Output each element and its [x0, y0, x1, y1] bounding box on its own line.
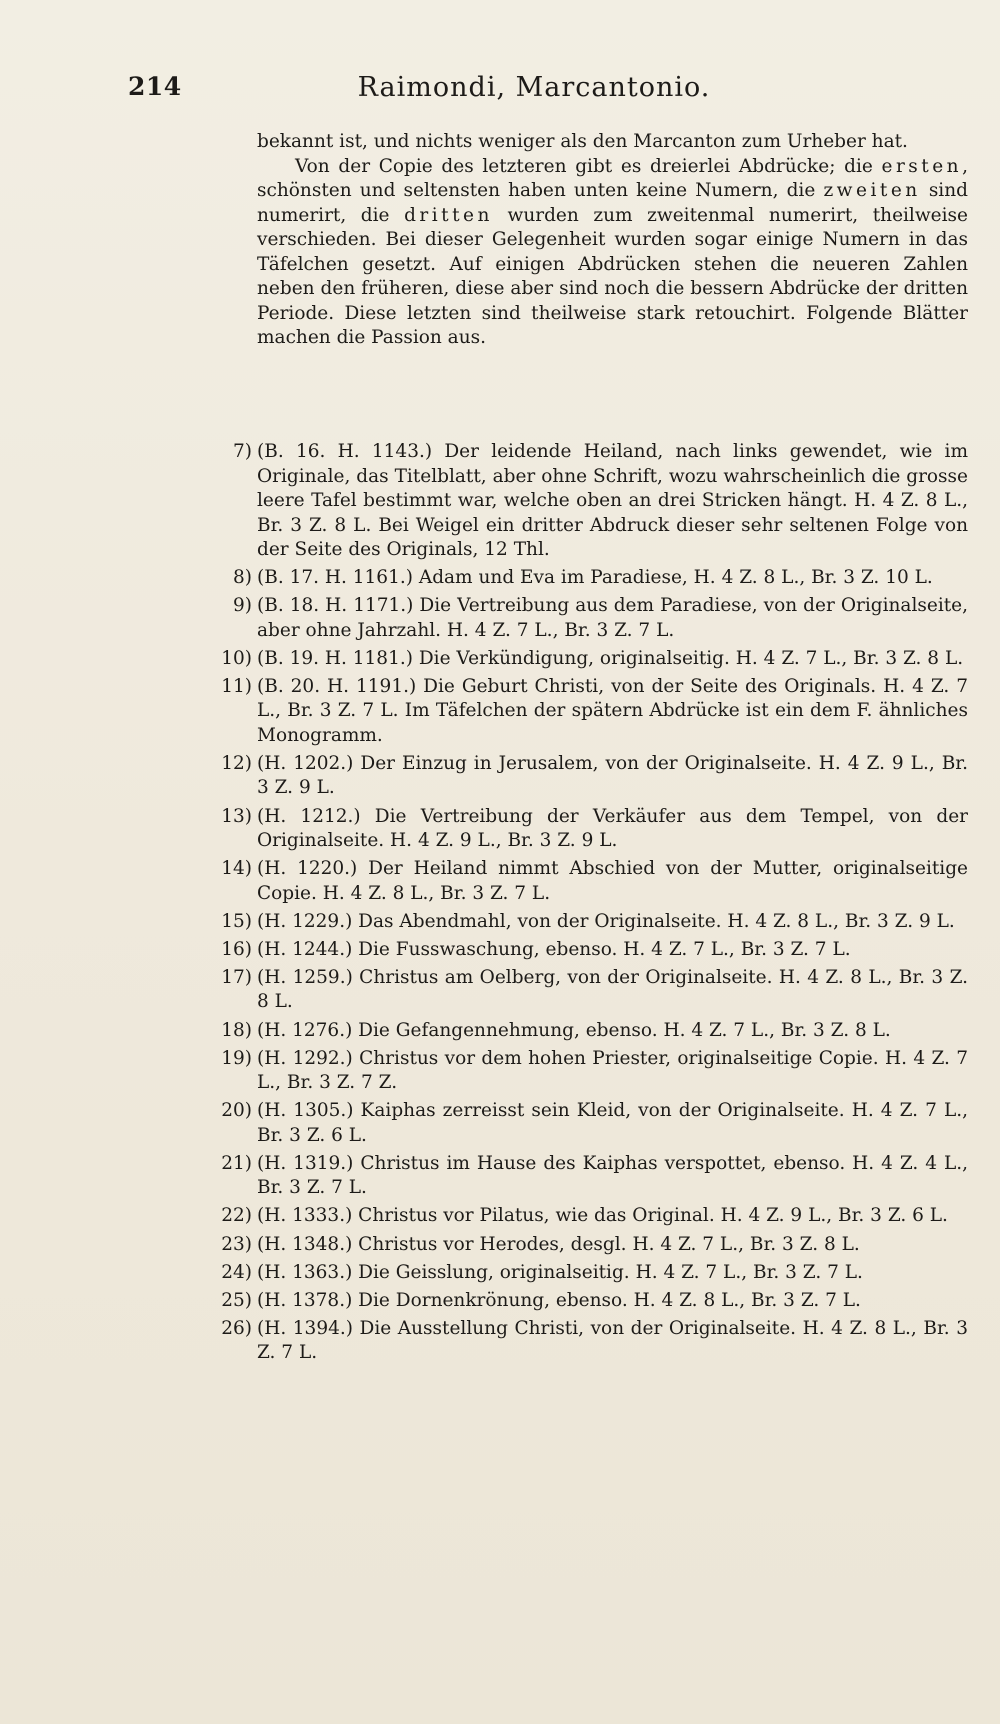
entry-number: 11)	[221, 675, 252, 697]
page-header	[128, 72, 900, 112]
catalog-entry	[200, 805, 968, 854]
entry-text: (H. 1292.) Christus vor dem hohen Priester, originalseitige Copie. H. 4 Z. 7 L., Br. 3 Z. 7 Z.	[257, 1047, 968, 1094]
entry-text: (H. 1244.) Die Fusswaschung, ebenso. H. 4 Z. 7 L., Br. 3 Z. 7 L.	[257, 938, 851, 960]
emphasized-word: ersten	[881, 155, 963, 177]
catalog-entry	[200, 647, 968, 672]
entry-number: 24)	[221, 1261, 252, 1283]
entry-text: (H. 1220.) Der Heiland nimmt Abschied von der Mutter, originalseitige Copie. H. 4 Z. 8 L., Br. 3 Z. 7 L.	[257, 858, 968, 904]
entry-text: (H. 1276.) Die Gefangennehmung, ebenso. H. 4 Z. 7 L., Br. 3 Z. 8 L.	[257, 1019, 891, 1041]
entry-text: (H. 1202.) Der Einzug in Jerusalem, von der Originalseite. H. 4 Z. 9 L., Br. 3 Z. 9 L.	[257, 752, 968, 799]
catalog-entry	[200, 1099, 968, 1148]
entry-number: 12)	[221, 752, 252, 774]
catalog-entry	[200, 857, 968, 906]
catalog-entry	[200, 1152, 968, 1201]
catalog-entry	[200, 594, 968, 643]
entry-number: 13)	[221, 805, 252, 827]
emphasized-word: dritten	[404, 204, 493, 226]
entry-text: (H. 1363.) Die Geisslung, originalseitig. H. 4 Z. 7 L., Br. 3 Z. 7 L.	[257, 1261, 863, 1283]
entry-number: 19)	[221, 1047, 252, 1069]
entry-number: 14)	[221, 858, 252, 880]
catalog-entry	[200, 966, 968, 1015]
entry-number: 26)	[221, 1317, 252, 1339]
entry-text: (B. 19. H. 1181.) Die Verkündigung, originalseitig. H. 4 Z. 7 L., Br. 3 Z. 8 L.	[257, 647, 964, 669]
entry-text: (H. 1378.) Die Dornenkrönung, ebenso. H. 4 Z. 8 L., Br. 3 Z. 7 L.	[257, 1289, 861, 1311]
entry-text: (H. 1259.) Christus am Oelberg, von der Originalseite. H. 4 Z. 8 L., Br. 3 Z. 8 L.	[257, 966, 968, 1013]
entry-text: (H. 1333.) Christus vor Pilatus, wie das Original. H. 4 Z. 9 L., Br. 3 Z. 6 L.	[257, 1205, 948, 1227]
catalog-entry	[200, 752, 968, 801]
page-number: 214	[128, 72, 182, 101]
entry-number: 20)	[221, 1100, 252, 1122]
entry-number: 18)	[221, 1019, 252, 1041]
entry-number: 9)	[233, 595, 252, 617]
text-run: , schönsten und seltensten haben unten keine Numern, die	[257, 155, 968, 201]
catalog-entries	[200, 440, 968, 1369]
catalog-entry	[200, 1233, 968, 1258]
catalog-entry	[200, 566, 968, 591]
catalog-entry	[200, 910, 968, 935]
catalog-entry	[200, 938, 968, 963]
entry-text: (H. 1394.) Die Ausstellung Christi, von der Originalseite. H. 4 Z. 8 L., Br. 3 Z. 7 L.	[257, 1317, 968, 1364]
entry-text: (B. 20. H. 1191.) Die Geburt Christi, von der Seite des Originals. H. 4 Z. 7 L., Br. 3 Z. 7 L. Im Täfelchen der spätern Abdrücke ist ein dem F. ähnliches Monogramm.	[257, 675, 968, 746]
catalog-entry	[200, 440, 968, 563]
catalog-entry	[200, 1204, 968, 1229]
intro-text	[257, 130, 968, 351]
running-head: Raimondi, Marcantonio.	[357, 72, 711, 103]
entry-number: 15)	[221, 910, 252, 932]
entry-text: (B. 17. H. 1161.) Adam und Eva im Paradiese, H. 4 Z. 8 L., Br. 3 Z. 10 L.	[257, 567, 933, 589]
catalog-entry	[200, 675, 968, 749]
catalog-entry	[200, 1019, 968, 1044]
entry-number: 7)	[233, 441, 252, 462]
catalog-entry	[200, 1261, 968, 1286]
entry-text: (B. 16. H. 1143.) Der leidende Heiland, nach links gewendet, wie im Originale, das Titelblatt, aber ohne Schrift, wozu wahrscheinlich die grosse leere Tafel bestimmt war, welche oben an drei Stricken hängt. H. 4 Z. 8 L., Br. 3 Z. 8 L. Bei Weigel ein dritter Abdruck dieser sehr seltenen Folge von der Seite des Originals, 12 Thl.	[257, 441, 968, 560]
catalog-entry	[200, 1317, 968, 1366]
entry-text: (H. 1305.) Kaiphas zerreisst sein Kleid, von der Originalseite. H. 4 Z. 7 L., Br. 3 Z. 6 L.	[257, 1100, 968, 1146]
entry-number: 22)	[221, 1205, 252, 1227]
entry-text: (H. 1319.) Christus im Hause des Kaiphas verspottet, ebenso. H. 4 Z. 4 L., Br. 3 Z. 7 L.	[257, 1152, 968, 1199]
emphasized-word: zweiten	[823, 180, 921, 201]
entry-number: 8)	[233, 567, 252, 589]
entry-number: 23)	[221, 1233, 252, 1255]
intro-paragraph	[257, 155, 968, 351]
entry-text: (H. 1229.) Das Abendmahl, von der Originalseite. H. 4 Z. 8 L., Br. 3 Z. 9 L.	[257, 910, 955, 932]
entry-text: (H. 1212.) Die Vertreibung der Verkäufer aus dem Tempel, von der Originalseite. H. 4 Z. 9 L., Br. 3 Z. 9 L.	[257, 805, 968, 852]
catalog-entry	[200, 1047, 968, 1096]
text-run: sind numerirt, die	[257, 180, 968, 226]
entry-number: 17)	[221, 966, 252, 988]
intro-paragraph: bekannt ist, und nichts weniger als den Marcanton zum Urheber hat.	[257, 131, 908, 152]
entry-text: (H. 1348.) Christus vor Herodes, desgl. H. 4 Z. 7 L., Br. 3 Z. 8 L.	[257, 1233, 860, 1255]
catalog-entry	[200, 1289, 968, 1314]
text-run: Von der Copie des letzteren gibt es dreierlei Abdrücke; die	[295, 155, 882, 177]
entry-number: 25)	[221, 1289, 252, 1311]
entry-number: 21)	[221, 1152, 252, 1174]
entry-number: 16)	[221, 938, 252, 960]
text-run: wurden zum zweitenmal numerirt, theilweise verschieden. Bei dieser Gelegenheit wurden sogar einige Numern in das Täfelchen gesetzt. Auf einigen Abdrücken stehen die neueren Zahlen neben den früheren, diese aber sind noch die bessern Abdrücke der dritten Periode. Diese letzten sind theilweise stark retouchirt. Folgende Blätter machen die Passion aus.	[257, 204, 968, 348]
entry-number: 10)	[221, 647, 252, 669]
entry-text: (B. 18. H. 1171.) Die Vertreibung aus dem Paradiese, von der Originalseite, aber ohne Jahrzahl. H. 4 Z. 7 L., Br. 3 Z. 7 L.	[257, 595, 968, 641]
